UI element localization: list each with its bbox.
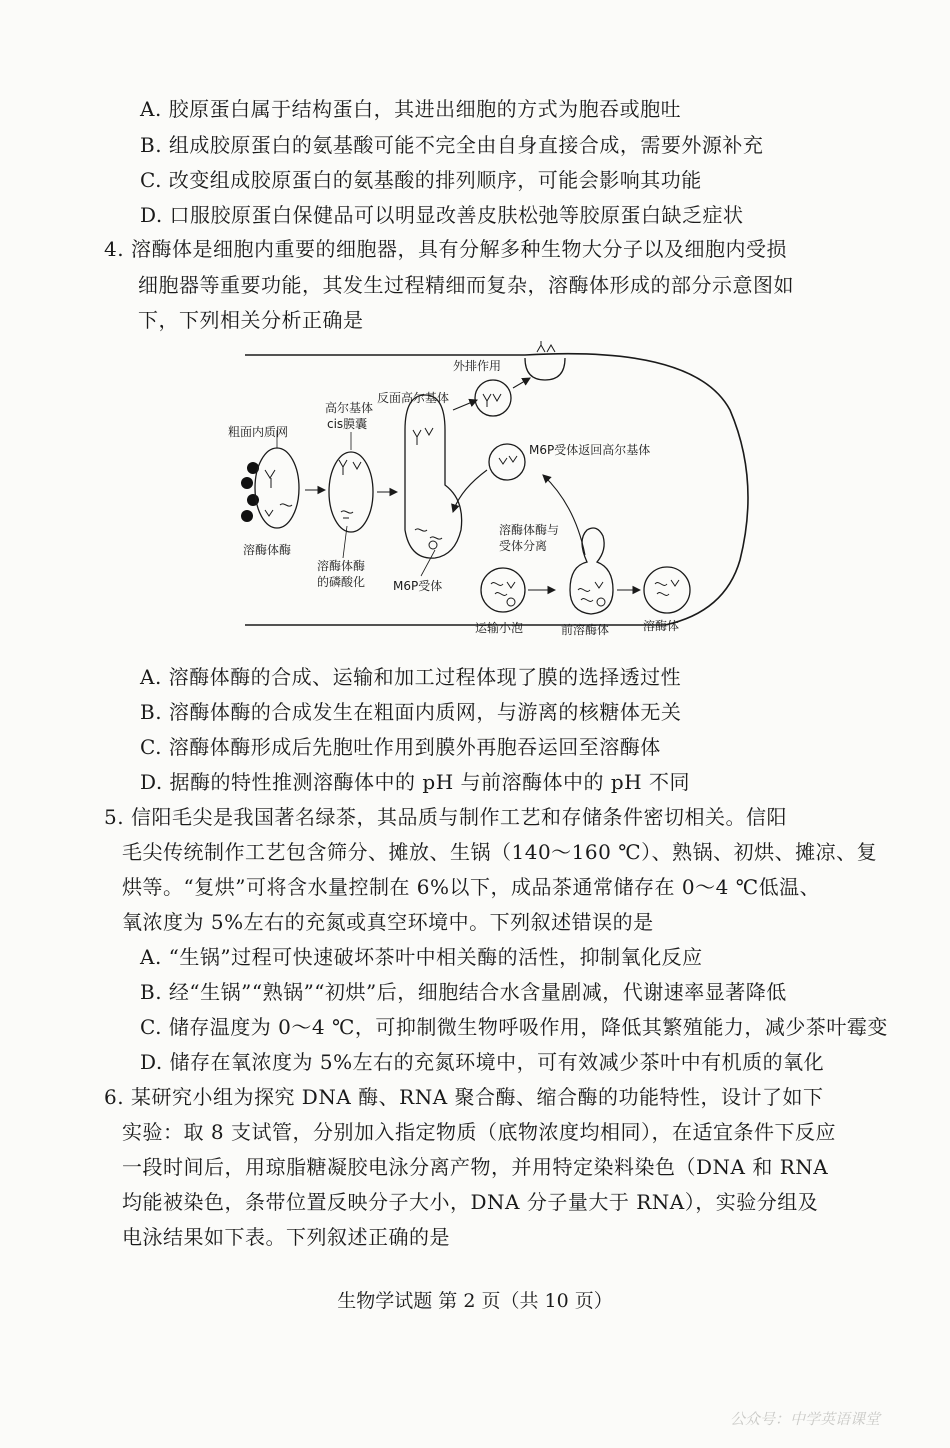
q3-option-c: C. 改变组成胶原蛋白的氨基酸的排列顺序，可能会影响其功能 [140,168,702,192]
label-lysosome: 溶酶体 [643,619,680,633]
label-lysosomal-enzyme: 溶酶体酶 [243,543,292,557]
q4-stem-line: 下，下列相关分析正确是 [138,308,364,332]
q6-stem-line: 电泳结果如下表。下列叙述正确的是 [122,1225,450,1249]
label-phosphorylation: 的磷酸化 [317,575,366,589]
lysosome-shape [644,567,690,613]
label-trans-golgi: 反面高尔基体 [377,391,450,405]
label-m6p-receptor: M6P受体 [393,579,443,593]
rough-er-shape [255,448,299,528]
q5-stem-line: 毛尖传统制作工艺包含筛分、摊放、生锅（140～160 ℃）、熟锅、初烘、摊凉、复 [122,840,878,864]
q5-option-a: A. “生锅”过程可快速破坏茶叶中相关酶的活性，抑制氧化反应 [140,945,703,969]
q6-stem-line: 6. 某研究小组为探究 DNA 酶、RNA 聚合酶、缩合酶的功能特性，设计了如下 [104,1085,824,1109]
q4-stem-line: 细胞器等重要功能，其发生过程精细而复杂，溶酶体形成的部分示意图如 [138,273,794,297]
label-phosphorylation: 溶酶体酶 [317,559,366,573]
label-exocytosis: 外排作用 [453,359,502,373]
secretory-vesicle [475,380,511,416]
q4-option-b: B. 溶酶体酶的合成发生在粗面内质网，与游离的核糖体无关 [140,700,682,724]
q4-stem-line: 4. 溶酶体是细胞内重要的细胞器，具有分解多种生物大分子以及细胞内受损 [104,237,787,261]
q5-option-d: D. 储存在氧浓度为 5%左右的充氮环境中，可有效减少茶叶中有机质的氧化 [140,1050,825,1074]
q4-option-a: A. 溶酶体酶的合成、运输和加工过程体现了膜的选择透过性 [140,665,682,689]
label-transport-vesicle: 运输小泡 [475,621,524,635]
m6p-return-vesicle [489,444,525,480]
q6-stem-line: 一段时间后，用琼脂糖凝胶电泳分离产物，并用特定染料染色（DNA 和 RNA [122,1155,829,1179]
q5-stem-line: 氧浓度为 5%左右的充氮或真空环境中。下列叙述错误的是 [122,910,654,934]
q5-stem-line: 5. 信阳毛尖是我国著名绿茶，其品质与制作工艺和存储条件密切相关。信阳 [104,805,787,829]
golgi-cis-shape [329,452,373,532]
page-footer: 生物学试题 第 2 页（共 10 页） [337,1290,613,1312]
q3-option-d: D. 口服胶原蛋白保健品可以明显改善皮肤松弛等胶原蛋白缺乏症状 [140,203,744,227]
q3-option-b: B. 组成胶原蛋白的氨基酸可能不完全由自身直接合成，需要外源补充 [140,133,764,157]
label-separation: 受体分离 [499,539,548,553]
label-m6p-return: M6P受体返回高尔基体 [529,443,651,457]
q5-option-c: C. 储存温度为 0～4 ℃，可抑制微生物呼吸作用，降低其繁殖能力，减少茶叶霉变 [140,1015,888,1039]
exocytosis-pocket [525,358,565,380]
q4-option-d: D. 据酶的特性推测溶酶体中的 pH 与前溶酶体中的 pH 不同 [140,770,690,794]
label-golgi: 高尔基体 [325,401,374,415]
ribosome-icon [241,462,259,522]
label-separation: 溶酶体酶与 [499,523,560,537]
trans-golgi-shape [405,395,462,558]
q5-option-b: B. 经“生锅”“熟锅”“初烘”后，细胞结合水含量剧减，代谢速率显著降低 [140,980,787,1004]
watermark: 公众号：中学英语课堂 [729,1410,880,1428]
label-cis: cis膜囊 [327,417,368,431]
q6-stem-line: 均能被染色，条带位置反映分子大小，DNA 分子量大于 RNA），实验分组及 [122,1190,819,1214]
q4-option-c: C. 溶酶体酶形成后先胞吐作用到膜外再胞吞运回至溶酶体 [140,735,661,759]
label-rough-er: 粗面内质网 [228,425,289,439]
q5-stem-line: 烘等。“复烘”可将含水量控制在 6%以下，成品茶通常储存在 0～4 ℃低温、 [122,875,821,899]
transport-vesicle [481,568,525,612]
lysosome-formation-diagram [225,340,770,645]
q3-option-a: A. 胶原蛋白属于结构蛋白，其进出细胞的方式为胞吞或胞吐 [140,97,682,121]
q6-stem-line: 实验：取 8 支试管，分别加入指定物质（底物浓度均相同），在适宜条件下反应 [122,1120,836,1144]
label-pre-lysosome: 前溶酶体 [561,623,610,637]
